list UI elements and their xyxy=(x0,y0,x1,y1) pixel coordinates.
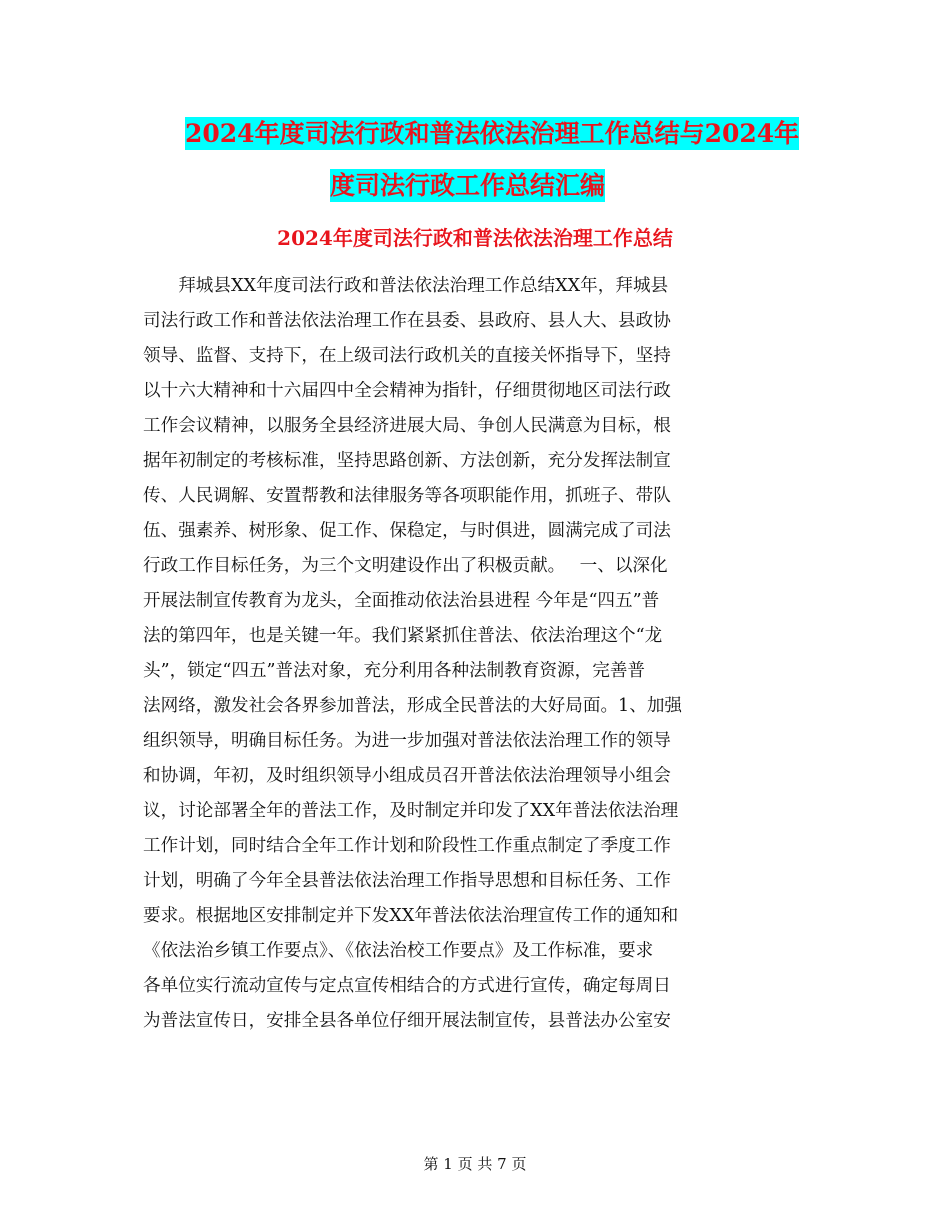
body-line: 拜城县XX年度司法行政和普法依法治理工作总结XX年，拜城县 xyxy=(143,276,669,296)
body-line: 为普法宣传日，安排全县各单位仔细开展法制宣传，县普法办公室安 xyxy=(143,1011,671,1031)
body-line: 开展法制宣传教育为龙头，全面推动依法治县进程 今年是“四五”普 xyxy=(143,591,660,611)
title-highlight: 2024年度司法行政和普法依法治理工作总结与2024年 xyxy=(185,119,800,148)
body-line: 要求。根据地区安排制定并下发XX年普法依法治理宣传工作的通知和 xyxy=(143,906,679,926)
body-line: 和协调，年初，及时组织领导小组成员召开普法依法治理领导小组会 xyxy=(143,766,671,786)
body-line: 司法行政工作和普法依法治理工作在县委、县政府、县人大、县政协 xyxy=(143,311,671,331)
body-line: 组织领导，明确目标任务。为进一步加强对普法依法治理工作的领导 xyxy=(143,731,671,751)
document-title-line-2 xyxy=(330,160,825,212)
document-title xyxy=(185,108,825,212)
body-line: 各单位实行流动宣传与定点宣传相结合的方式进行宣传，确定每周日 xyxy=(143,976,671,996)
document-title-line-1 xyxy=(185,108,825,160)
section-heading: 2024年度司法行政和普法依法治理工作总结 xyxy=(277,226,673,250)
page-footer: 第 1 页 共 7 页 xyxy=(423,1155,527,1173)
body-line: 议，讨论部署全年的普法工作，及时制定并印发了XX年普法依法治理 xyxy=(143,801,679,821)
body-line: 工作计划，同时结合全年工作计划和阶段性工作重点制定了季度工作 xyxy=(143,836,671,856)
body-line: 《依法治乡镇工作要点》、《依法治校工作要点》及工作标准，要求 xyxy=(143,941,654,961)
body-line: 工作会议精神，以服务全县经济进展大局、争创人民满意为目标，根 xyxy=(143,416,671,436)
title-highlight: 度司法行政工作总结汇编 xyxy=(330,171,606,200)
body-line: 伍、强素养、树形象、促工作、保稳定，与时俱进，圆满完成了司法 xyxy=(143,521,671,541)
body-text xyxy=(143,269,803,1039)
body-line: 以十六大精神和十六届四中全会精神为指针，仔细贯彻地区司法行政 xyxy=(143,381,671,401)
body-line: 行政工作目标任务，为三个文明建设作出了积极贡献。 一、以深化 xyxy=(143,556,668,576)
body-line: 据年初制定的考核标准，坚持思路创新、方法创新，充分发挥法制宣 xyxy=(143,451,671,471)
body-line: 领导、监督、支持下，在上级司法行政机关的直接关怀指导下，坚持 xyxy=(143,346,671,366)
body-line: 头”，锁定“四五”普法对象，充分利用各种法制教育资源，完善普 xyxy=(143,661,646,681)
body-line: 计划，明确了今年全县普法依法治理工作指导思想和目标任务、工作 xyxy=(143,871,671,891)
body-line: 法的第四年，也是关键一年。我们紧紧抓住普法、依法治理这个“龙 xyxy=(143,626,663,646)
body-line: 法网络，激发社会各界参加普法，形成全民普法的大好局面。1、加强 xyxy=(143,696,683,716)
body-line: 传、人民调解、安置帮教和法律服务等各项职能作用，抓班子、带队 xyxy=(143,486,671,506)
